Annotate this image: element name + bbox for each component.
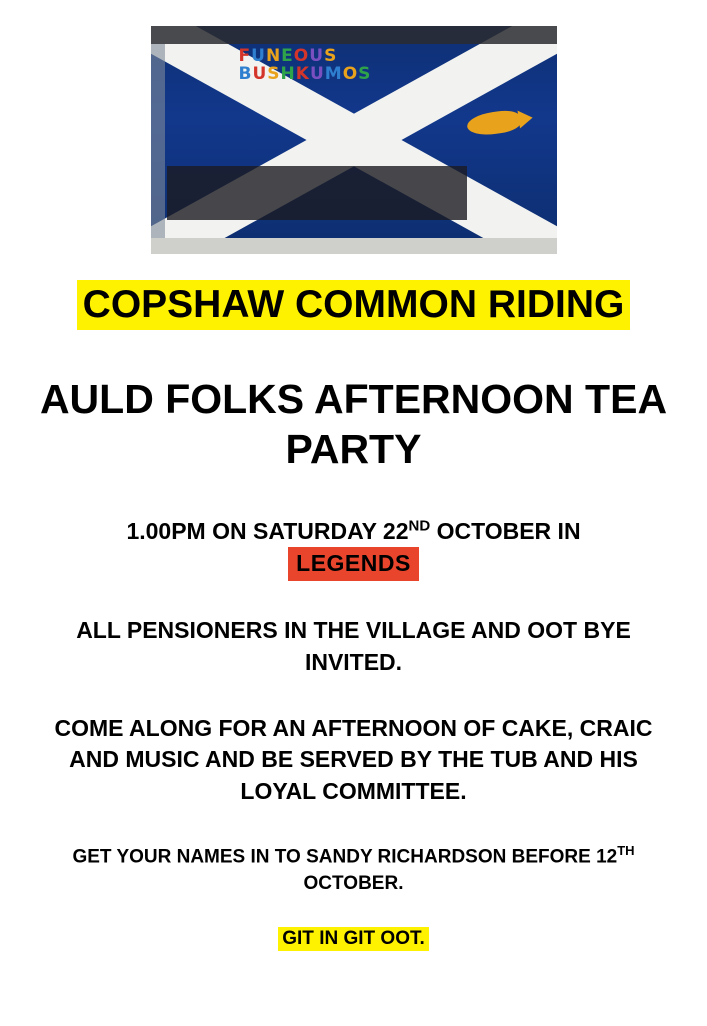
banner-line-2: BUSHKUMOS — [238, 63, 372, 84]
when-ordinal: ND — [408, 517, 431, 535]
when-suffix: OCTOBER IN — [430, 518, 581, 545]
photo-top-strip — [151, 26, 557, 44]
rsvp-text — [39, 842, 669, 898]
footer-band — [34, 927, 674, 951]
saltire-flag-image — [151, 26, 557, 254]
when-prefix: 1.00PM ON SATURDAY 22 — [126, 518, 409, 545]
event-title: COPSHAW COMMON RIDING — [77, 280, 631, 330]
rsvp-prefix: GET YOUR NAMES IN TO SANDY RICHARDSON BEFORE 12 — [72, 846, 618, 868]
headline: AULD FOLKS AFTERNOON TEA PARTY — [39, 376, 668, 473]
photo-dark-bar — [167, 166, 467, 220]
fish-icon — [465, 108, 522, 137]
poster — [0, 26, 707, 1026]
venue-name: LEGENDS — [288, 547, 419, 581]
event-title-band — [49, 280, 658, 330]
invite-text: ALL PENSIONERS IN THE VILLAGE AND OOT BYE INVITED. — [76, 617, 631, 675]
flag-photo — [151, 26, 557, 254]
photo-left-edge — [151, 44, 165, 238]
footer-text: GIT IN GIT OOT. — [278, 927, 429, 951]
banner-line-1: FUNEOUS — [238, 46, 338, 66]
photo-bottom-strip — [151, 238, 557, 254]
rsvp-suffix: OCTOBER. — [303, 872, 404, 894]
banner-lettering — [239, 48, 439, 84]
rsvp-ordinal: TH — [617, 842, 635, 858]
when-block — [34, 516, 674, 581]
details-text: COME ALONG FOR AN AFTERNOON OF CAKE, CRAIC AND MUSIC AND BE SERVED BY THE TUB AND HIS LOYAL COMMITTEE. — [54, 714, 653, 805]
